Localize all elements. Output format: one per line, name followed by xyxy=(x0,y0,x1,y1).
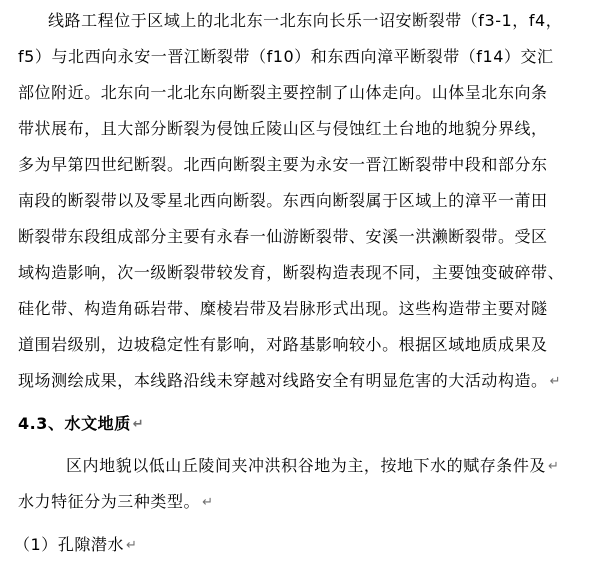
paragraph-line xyxy=(0,484,606,520)
paragraph-line xyxy=(0,255,606,291)
line-text: 道围岩级别，边坡稳定性有影响，对路基影响较小。根据区域地质成果及 xyxy=(18,335,548,354)
paragraph-mark: ↵ xyxy=(126,538,138,553)
paragraph-line xyxy=(0,219,606,255)
paragraph-mark: ↵ xyxy=(132,417,145,432)
paragraph-line xyxy=(0,363,606,399)
line-text: 域构造影响，次一级断裂带较发育，断裂构造表现不同，主要蚀变破碎带、 xyxy=(18,263,565,282)
paragraph-line xyxy=(0,111,606,147)
paragraph-mark: ↵ xyxy=(202,495,214,510)
paragraph-line xyxy=(0,327,606,363)
line-text: 水力特征分为三种类型。 xyxy=(18,492,201,511)
line-text: 南段的断裂带以及零星北西向断裂。东西向断裂属于区域上的漳平一莆田 xyxy=(18,191,548,210)
heading-text: 4.3、水文地质 xyxy=(18,414,131,433)
line-text: （1）孔隙潜水 xyxy=(14,535,125,554)
line-text: f5）与北西向永安一晋江断裂带（f10）和东西向漳平断裂带（f14）交汇 xyxy=(18,47,554,66)
paragraph-mark: ↵ xyxy=(547,459,560,474)
paragraph-line xyxy=(0,183,606,219)
paragraph-line xyxy=(0,75,606,111)
line-text: 现场测绘成果，本线路沿线未穿越对线路安全有明显危害的大活动构造。 xyxy=(18,371,548,390)
line-text: 多为早第四世纪断裂。北西向断裂主要为永安一晋江断裂带中段和部分东 xyxy=(18,155,548,174)
paragraph-mark: ↵ xyxy=(549,374,562,389)
paragraph-line xyxy=(0,291,606,327)
section-heading xyxy=(0,406,606,442)
paragraph-line xyxy=(0,448,606,484)
line-text: 区内地貌以低山丘陵间夹冲洪积谷地为主，按地下水的赋存条件及 xyxy=(66,456,546,475)
line-text: 断裂带东段组成部分主要有永春一仙游断裂带、安溪一洪濑断裂带。受区 xyxy=(18,227,548,246)
paragraph-line xyxy=(0,3,606,39)
line-text: 部位附近。北东向一北北东向断裂主要控制了山体走向。山体呈北东向条 xyxy=(18,83,548,102)
line-text: 硅化带、构造角砾岩带、糜棱岩带及岩脉形式出现。这些构造带主要对隧 xyxy=(18,299,548,318)
subsection-line xyxy=(0,527,606,563)
paragraph-line xyxy=(0,39,606,75)
paragraph-line xyxy=(0,147,606,183)
line-text: 线路工程位于区域上的北北东一北东向长乐一诏安断裂带（f3-1，f4， xyxy=(48,11,563,30)
line-text: 带状展布，且大部分断裂为侵蚀丘陵山区与侵蚀红土台地的地貌分界线， xyxy=(18,119,548,138)
